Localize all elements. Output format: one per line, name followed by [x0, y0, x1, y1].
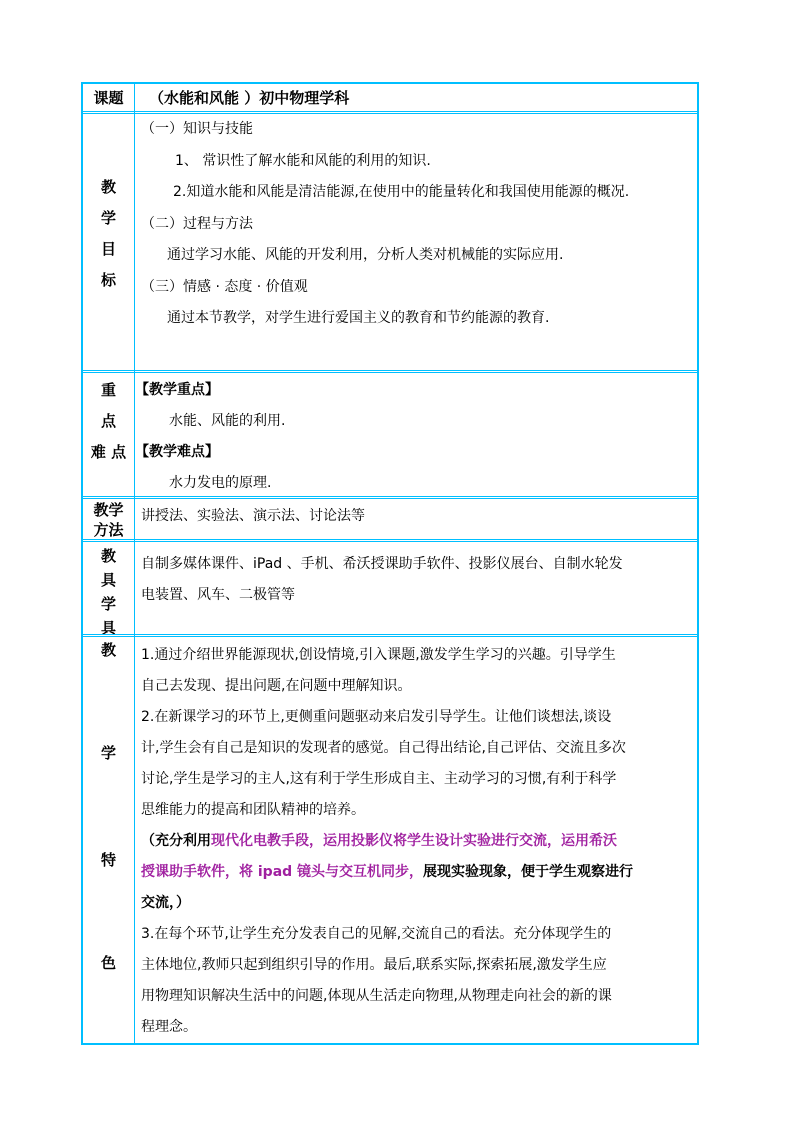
- features-highlight-line: 交流，）: [141, 895, 190, 911]
- row-divider: [83, 496, 697, 499]
- features-paragraph-line: 2.在新课学习的环节上,更侧重问题驱动来启发引导学生。让他们谈想法,谈设: [141, 709, 612, 725]
- key-difficult-label: [83, 375, 134, 468]
- features-label: [83, 637, 134, 972]
- highlight-text: （充分利用: [141, 833, 211, 849]
- method-content: [141, 501, 693, 532]
- tools-label-char: 学: [100, 595, 116, 613]
- objectives-label-char: 学: [100, 209, 116, 227]
- features-paragraph-line: 自己去发现、提出问题,在问题中理解知识。: [141, 678, 412, 694]
- column-divider: [134, 84, 135, 1043]
- row-divider: [83, 634, 697, 637]
- topic-label: [83, 84, 134, 112]
- objectives-label-char: 目: [100, 240, 116, 258]
- method-label-line: 教学: [93, 501, 124, 519]
- features-paragraph-line: 1.通过介绍世界能源现状,创设情境,引入课题,激发学生学习的兴趣。引导学生: [141, 647, 616, 663]
- key-points-text: 水能、风能的利用.: [169, 413, 286, 429]
- objective-heading: （三）情感 · 态度 · 价值观: [141, 278, 308, 295]
- features-highlight-line: [141, 857, 693, 888]
- objective-item: 通过本节教学，对学生进行爱国主义的教育和节约能源的教育.: [167, 310, 550, 326]
- tools-label: [83, 544, 134, 640]
- tools-label-char: 教: [100, 547, 116, 565]
- features-paragraph-line: 讨论,学生是学习的主人,这有利于学生形成自主、主动学习的习惯,有利于科学: [141, 771, 617, 787]
- topic-label-text: 课题: [93, 89, 124, 107]
- tools-content: [141, 549, 693, 611]
- difficult-points-heading: 【教学难点】: [135, 444, 219, 460]
- row-divider: [83, 370, 697, 373]
- tools-text: 自制多媒体课件、iPad 、手机、希沃授课助手软件、投影仪展台、自制水轮发: [141, 556, 623, 572]
- objective-item: 2.知道水能和风能是清洁能源,在使用中的能量转化和我国使用能源的概况.: [173, 184, 630, 200]
- tools-label-char: 具: [100, 571, 116, 589]
- features-label-char: 特: [100, 851, 116, 869]
- topic-content: （水能和风能 ）初中物理学科: [149, 89, 350, 107]
- features-label-char: 色: [100, 954, 116, 972]
- features-label-char: 教: [100, 641, 116, 659]
- objective-item: 通过学习水能、风能的开发利用，分析人类对机械能的实际应用.: [167, 247, 564, 263]
- key-points-heading: 【教学重点】: [135, 382, 219, 398]
- tools-text: 电装置、风车、二极管等: [141, 587, 295, 603]
- objectives-label-char: 教: [100, 178, 116, 196]
- features-paragraph-line: 主体地位,教师只起到组织引导的作用。最后,联系实际,探索拓展,激发学生应: [141, 957, 607, 973]
- features-highlight-line: [141, 826, 693, 857]
- method-label: [83, 500, 134, 540]
- method-text: 讲授法、实验法、演示法、讨论法等: [141, 508, 365, 524]
- features-paragraph-line: 用物理知识解决生活中的问题,体现从生活走向物理,从物理走向社会的新的课: [141, 988, 612, 1004]
- key-difficult-content: [135, 375, 693, 499]
- key-difficult-label-char: 点: [100, 412, 116, 430]
- key-difficult-label-char: 重: [100, 381, 116, 399]
- lesson-plan-table: [81, 82, 699, 1045]
- features-paragraph-line: 思维能力的提高和团队精神的培养。: [141, 802, 365, 818]
- difficult-points-text: 水力发电的原理.: [169, 475, 272, 491]
- features-label-char: 学: [100, 744, 116, 762]
- features-paragraph-line: 程理念。: [141, 1019, 197, 1035]
- objective-heading: （二）过程与方法: [141, 215, 253, 232]
- objective-item: 1、 常识性了解水能和风能的利用的知识.: [175, 152, 431, 169]
- highlight-text-magenta: 现代化电教手段，运用投影仪将学生设计实验进行交流，运用希沃: [211, 833, 617, 849]
- objectives-content: [141, 114, 693, 335]
- row-divider: [83, 539, 697, 542]
- method-label-line: 方法: [93, 521, 124, 539]
- objective-heading: （一）知识与技能: [141, 121, 253, 137]
- features-paragraph-line: 3.在每个环节,让学生充分发表自己的见解,交流自己的看法。充分体现学生的: [141, 926, 612, 942]
- features-content: [141, 640, 693, 1043]
- key-difficult-label-char: 难 点: [90, 443, 127, 461]
- objectives-label-char: 标: [100, 271, 116, 289]
- highlight-text-magenta: 授课助手软件，将 ipad 镜头与交互机同步，: [141, 864, 424, 880]
- highlight-text: 展现实验现象，便于学生观察进行: [423, 864, 634, 880]
- features-paragraph-line: 计,学生会有自己是知识的发现者的感觉。自己得出结论,自己评估、交流且多次: [141, 740, 626, 756]
- tools-label-char: 具: [100, 619, 116, 637]
- objectives-label: [83, 172, 134, 296]
